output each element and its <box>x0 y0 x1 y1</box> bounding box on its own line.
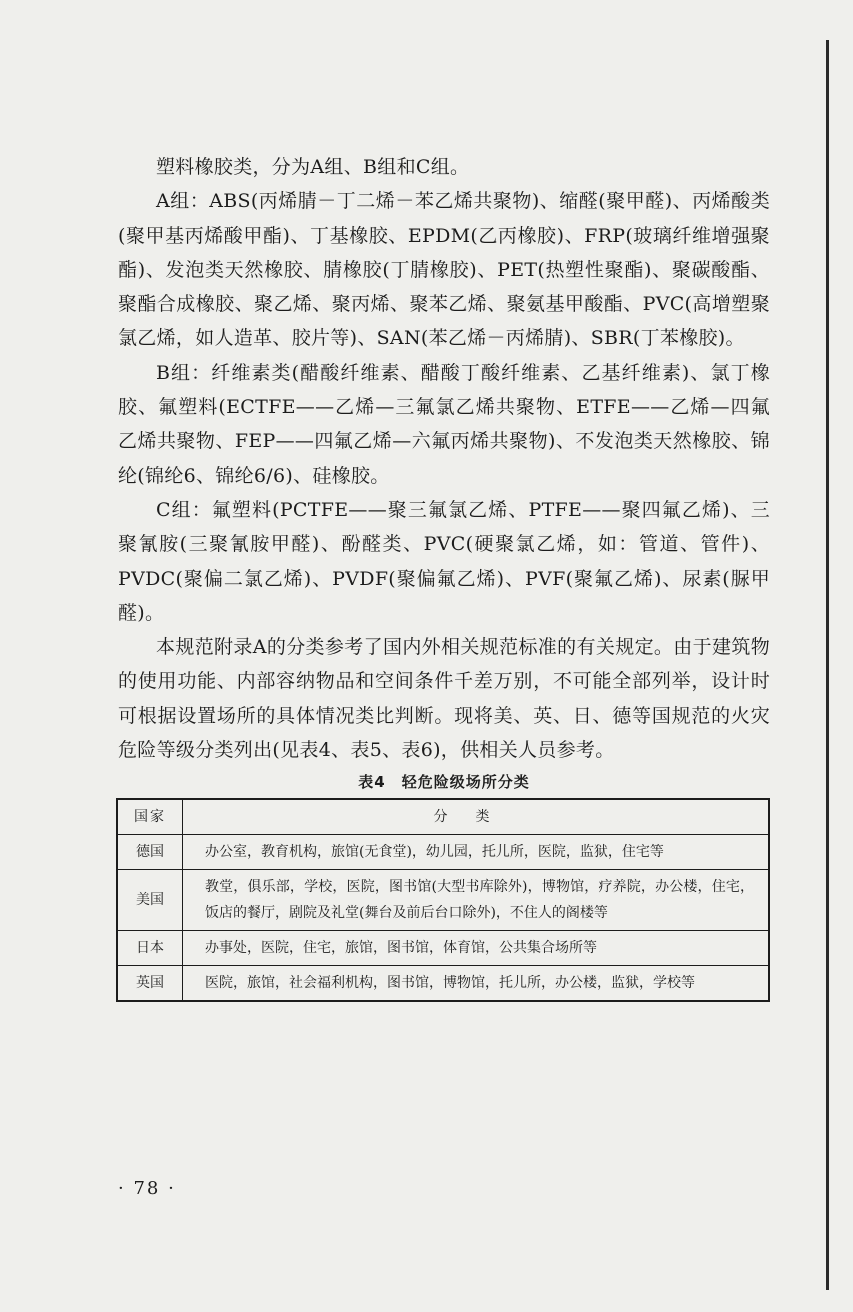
page-content <box>118 150 770 1002</box>
table-row <box>117 835 769 870</box>
category-cell: 办事处，医院，住宅，旅馆，图书馆，体育馆，公共集合场所等 <box>183 931 770 966</box>
paragraph-intro: 塑料橡胶类，分为A组、B组和C组。 <box>156 156 470 178</box>
paragraph-group-b: B组：纤维素类(醋酸纤维素、醋酸丁酸纤维素、乙基纤维素)、氯丁橡胶、氟塑料(ECTFE——乙烯—三氟氯乙烯共聚物、ETFE——乙烯—四氟乙烯共聚物、FEP——四氟乙烯—六氟丙烯共聚物)、不发泡类天然橡胶、锦纶(锦纶6、锦纶6/6)、硅橡胶。 <box>118 361 770 487</box>
paragraph-group-c: C组：氟塑料(PCTFE——聚三氟氯乙烯、PTFE——聚四氟乙烯)、三聚氰胺(三聚氰胺甲醛)、酚醛类、PVC(硬聚氯乙烯，如：管道、管件)、PVDC(聚偏二氯乙烯)、PVDF(聚偏氟乙烯)、PVF(聚氟乙烯)、尿素(脲甲醛)。 <box>118 498 770 624</box>
page-number: · 78 · <box>118 1178 176 1199</box>
table-caption: 表4 轻危险级场所分类 <box>358 773 530 792</box>
table-header-row <box>117 799 769 835</box>
header-category: 分类 <box>183 799 770 835</box>
country-cell: 日本 <box>117 931 183 966</box>
table-row <box>117 870 769 931</box>
paragraph-group-a: A组：ABS(丙烯腈－丁二烯－苯乙烯共聚物)、缩醛(聚甲醛)、丙烯酸类(聚甲基丙烯酸甲酯)、丁基橡胶、EPDM(乙丙橡胶)、FRP(玻璃纤维增强聚酯)、发泡类天然橡胶、腈橡胶(丁腈橡胶)、PET(热塑性聚酯)、聚碳酸酯、聚酯合成橡胶、聚乙烯、聚丙烯、聚苯乙烯、聚氨基甲酸酯、PVC(高增塑聚氯乙烯，如人造革、胶片等)、SAN(苯乙烯－丙烯腈)、SBR(丁苯橡胶)。 <box>118 190 770 350</box>
table-row <box>117 931 769 966</box>
scan-edge-shadow <box>826 40 829 1290</box>
paragraph-reference-note: 本规范附录A的分类参考了国内外相关规范标准的有关规定。由于建筑物的使用功能、内部容纳物品和空间条件千差万别，不可能全部列举，设计时可根据设置场所的具体情况类比判断。现将美、英、日、德等国规范的火灾危险等级分类列出(见表4、表5、表6)，供相关人员参考。 <box>118 636 770 762</box>
category-cell: 教堂，俱乐部，学校，医院，图书馆(大型书库除外)，博物馆，疗养院，办公楼，住宅，饭店的餐厅，剧院及礼堂(舞台及前后台口除外)，不住人的阁楼等 <box>183 870 770 931</box>
header-country: 国家 <box>117 799 183 835</box>
category-cell: 办公室，教育机构，旅馆(无食堂)，幼儿园，托儿所，医院，监狱，住宅等 <box>183 835 770 870</box>
country-cell: 英国 <box>117 966 183 1002</box>
country-cell: 德国 <box>117 835 183 870</box>
table-row <box>117 966 769 1002</box>
category-cell: 医院，旅馆，社会福利机构，图书馆，博物馆，托儿所，办公楼，监狱，学校等 <box>183 966 770 1002</box>
country-cell: 美国 <box>117 870 183 931</box>
light-hazard-classification-table <box>116 798 770 1002</box>
